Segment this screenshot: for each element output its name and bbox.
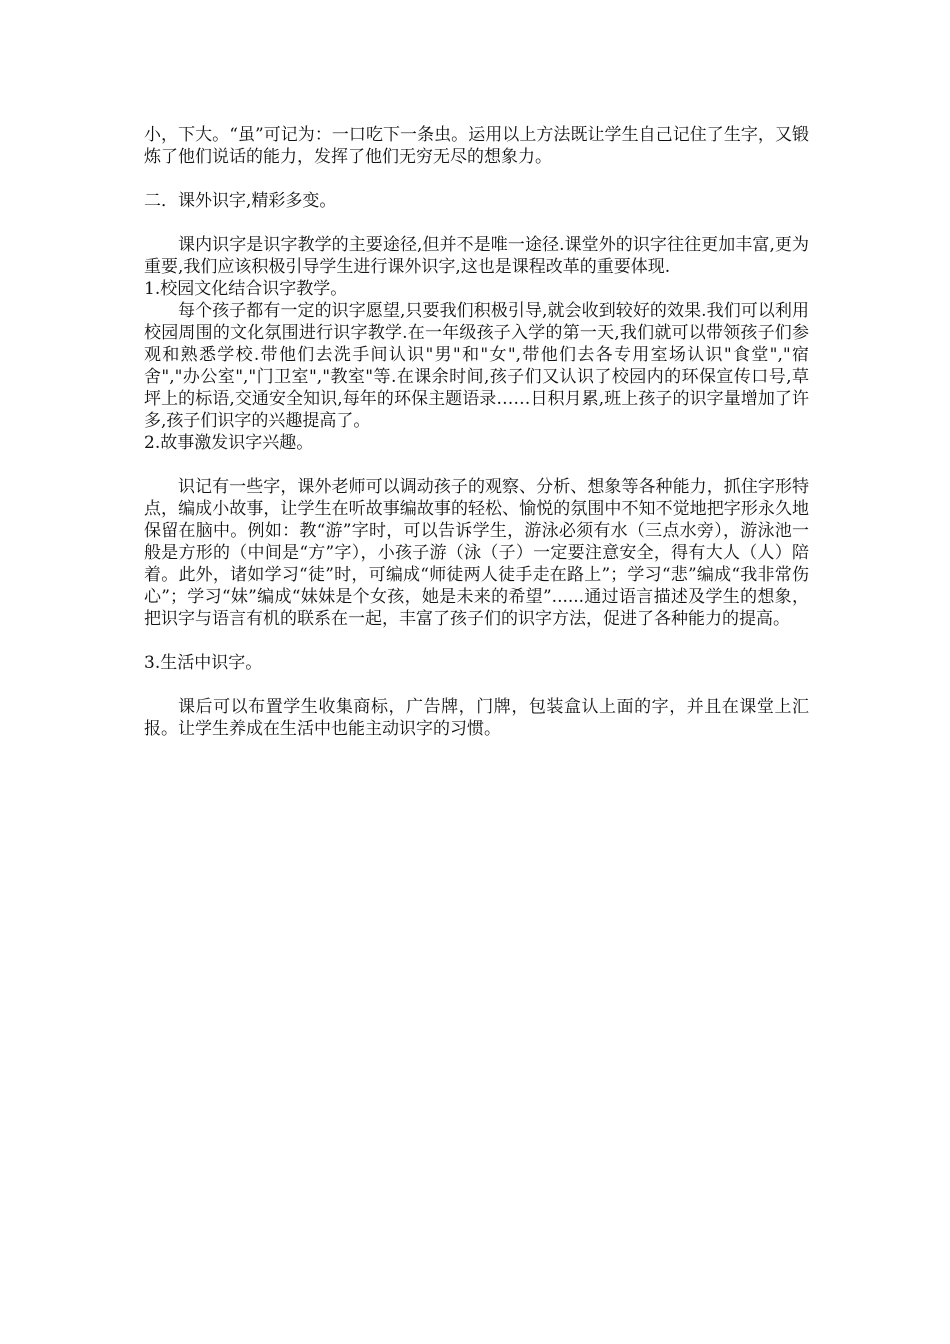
paragraph-campus-culture: 每个孩子都有一定的识字愿望,只要我们积极引导,就会收到较好的效果.我们可以利用校园周围的文化氛围进行识字教学.在一年级孩子入学的第一天,我们就可以带领孩子们参观和熟悉学校.带他们去洗手间认识"男"和"女",带他们去各专用室场认识"食堂","宿舍","办公室","门卫室","教室"等.在课余时间,孩子们又认识了校园内的环保宣传口号,草坪上的标语,交通安全知识,每年的环保主题语录……日积月累,班上孩子的识字量增加了许多,孩子们识字的兴趣提高了。 <box>144 301 809 431</box>
section-heading-2: 二．课外识字,精彩多变。 <box>144 191 337 211</box>
paragraph-stories: 识记有一些字，课外老师可以调动孩子的观察、分析、想象等各种能力，抓住字形特点，编成小故事，让学生在听故事编故事的轻松、愉悦的氛围中不知不觉地把字形永久地保留在脑中。例如：教“游”字时，可以告诉学生，游泳必须有水（三点水旁），游泳池一般是方形的（中间是“方”字），小孩子游（泳（子）一定要注意安全，得有大人（人）陪着。此外，诸如学习“徒”时，可编成“师徒两人徒手走在路上”；学习“悲”编成“我非常伤心”；学习“妹”编成“妹妹是个女孩，她是未来的希望”......通过语言描述及学生的想象，把识字与语言有机的联系在一起，丰富了孩子们的识字方法，促进了各种能力的提高。 <box>144 477 809 629</box>
paragraph-extracurricular: 课内识字是识字教学的主要途径,但并不是唯一途径.课堂外的识字往往更加丰富,更为重要,我们应该积极引导学生进行课外识字,这也是课程改革的重要体现. <box>144 235 809 277</box>
subheading-campus-culture: 1.校园文化结合识字教学。 <box>144 279 348 299</box>
paragraph-daily-life: 课后可以布置学生收集商标，广告牌，门牌，包装盒认上面的字，并且在课堂上汇报。让学生养成在生活中也能主动识字的习惯。 <box>144 697 809 739</box>
subheading-daily-life: 3.生活中识字。 <box>144 653 263 673</box>
document-page <box>144 124 809 740</box>
paragraph-continued: 小，下大。“虽”可记为：一口吃下一条虫。运用以上方法既让学生自己记住了生字，又锻炼了他们说话的能力，发挥了他们无穷无尽的想象力。 <box>144 125 809 167</box>
subheading-stories: 2.故事激发识字兴趣。 <box>144 433 314 453</box>
